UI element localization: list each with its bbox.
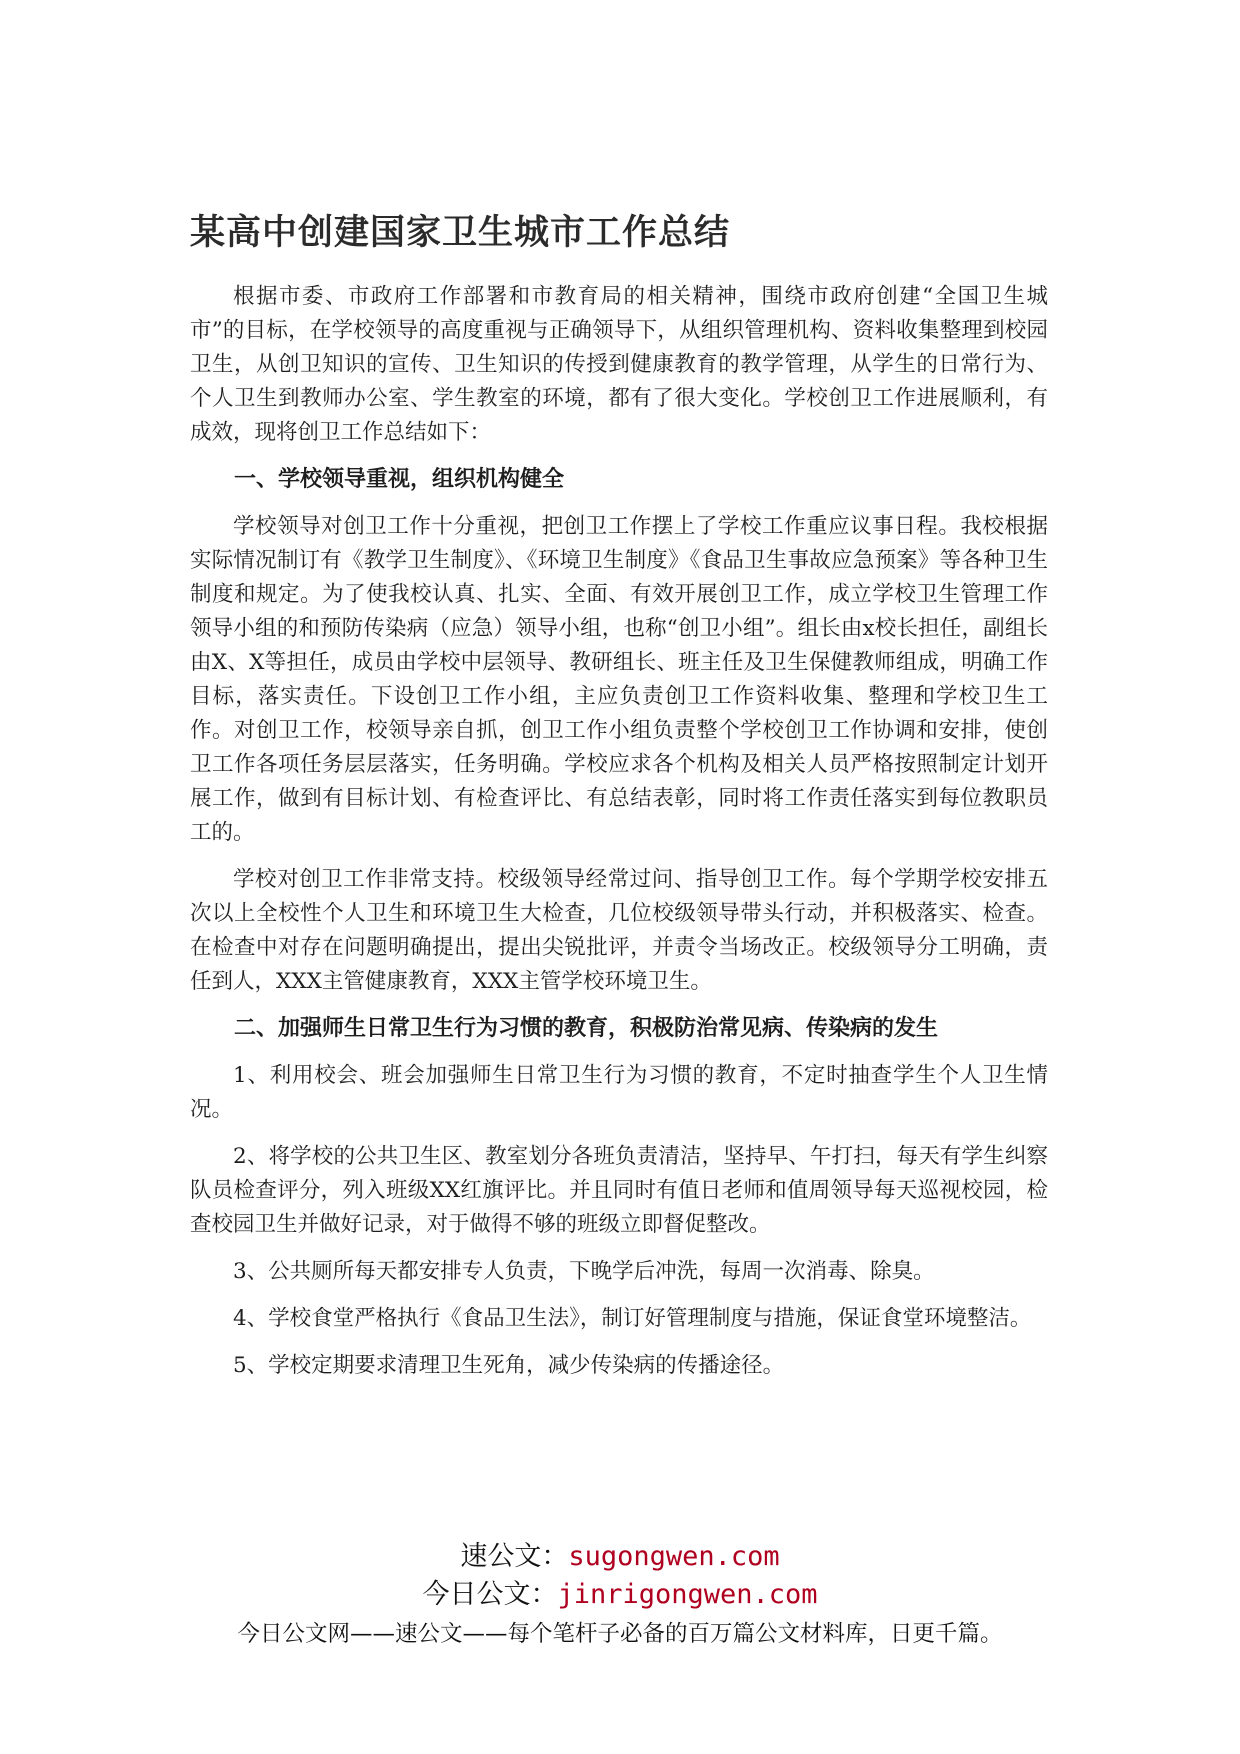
footer-link-jinrigongwen[interactable]: jinrigongwen.com: [557, 1579, 818, 1610]
footer-label-jinrigongwen: 今日公文：: [422, 1579, 558, 1610]
section2-item-2: 2、将学校的公共卫生区、教室划分各班负责清洁，坚持早、午打扫，每天有学生纠察队员检查评分，列入班级XX红旗评比。并且同时有值日老师和值周领导每天巡视校园，检查校园卫生并做好记录，对于做得不够的班级立即督促整改。: [190, 1144, 1048, 1237]
section1-paragraph-1: 学校领导对创卫工作十分重视，把创卫工作摆上了学校工作重应议事日程。我校根据实际情况制订有《教学卫生制度》、《环境卫生制度》《食品卫生事故应急预案》等各种卫生制度和规定。为了使我校认真、扎实、全面、有效开展创卫工作，成立学校卫生管理工作领导小组的和预防传染病（应急）领导小组，也称“创卫小组”。组长由x校长担任，副组长由X、X等担任，成员由学校中层领导、教研组长、班主任及卫生保健教师组成，明确工作目标，落实责任。下设创卫工作小组，主应负责创卫工作资料收集、整理和学校卫生工作。对创卫工作，校领导亲自抓，创卫工作小组负责整个学校创卫工作协调和安排，使创卫工作各项任务层层落实，任务明确。学校应求各个机构及相关人员严格按照制定计划开展工作，做到有目标计划、有检查评比、有总结表彰，同时将工作责任落实到每位教职员工的。: [190, 514, 1048, 845]
section-heading-2: 二、加强师生日常卫生行为习惯的教育，积极防治常见病、传染病的发生: [234, 1016, 939, 1041]
section1-paragraph-2: 学校对创卫工作非常支持。校级领导经常过问、指导创卫工作。每个学期学校安排五次以上全校性个人卫生和环境卫生大检查，几位校级领导带头行动，并积极落实、检查。在检查中对存在问题明确提出，提出尖锐批评，并责令当场改正。校级领导分工明确，责任到人，XXX主管健康教育，XXX主管学校环境卫生。: [190, 867, 1048, 994]
section2-item-3: 3、公共厕所每天都安排专人负责，下晚学后冲洗，每周一次消毒、除臭。: [233, 1259, 935, 1284]
document-body: [190, 280, 1048, 1396]
section-heading-1: 一、学校领导重视，组织机构健全: [234, 467, 565, 492]
intro-paragraph: 根据市委、市政府工作部署和市教育局的相关精神，围绕市政府创建“全国卫生城市”的目标，在学校领导的高度重视与正确领导下，从组织管理机构、资料收集整理到校园卫生，从创卫知识的宣传、卫生知识的传授到健康教育的教学管理，从学生的日常行为、个人卫生到教师办公室、学生教室的环境，都有了很大变化。学校创卫工作进展顺利，有成效，现将创卫工作总结如下：: [190, 284, 1048, 445]
footer-label-sugongwen: 速公文：: [460, 1541, 569, 1572]
section2-item-5: 5、学校定期要求清理卫生死角，减少传染病的传播途径。: [233, 1353, 785, 1378]
footer-slogan: 今日公文网——速公文——每个笔杆子必备的百万篇公文材料库，日更千篇。: [237, 1621, 1003, 1647]
footer-watermark: [0, 1538, 1240, 1652]
section2-item-1: 1、利用校会、班会加强师生日常卫生行为习惯的教育，不定时抽查学生个人卫生情况。: [190, 1063, 1048, 1122]
footer-link-sugongwen[interactable]: sugongwen.com: [568, 1541, 780, 1572]
document-title: 某高中创建国家卫生城市工作总结: [190, 213, 731, 253]
section2-item-4: 4、学校食堂严格执行《食品卫生法》，制订好管理制度与措施，保证食堂环境整洁。: [233, 1306, 1032, 1331]
footer-line-jinrigongwen: [0, 1576, 1240, 1614]
footer-line-sugongwen: [0, 1538, 1240, 1576]
